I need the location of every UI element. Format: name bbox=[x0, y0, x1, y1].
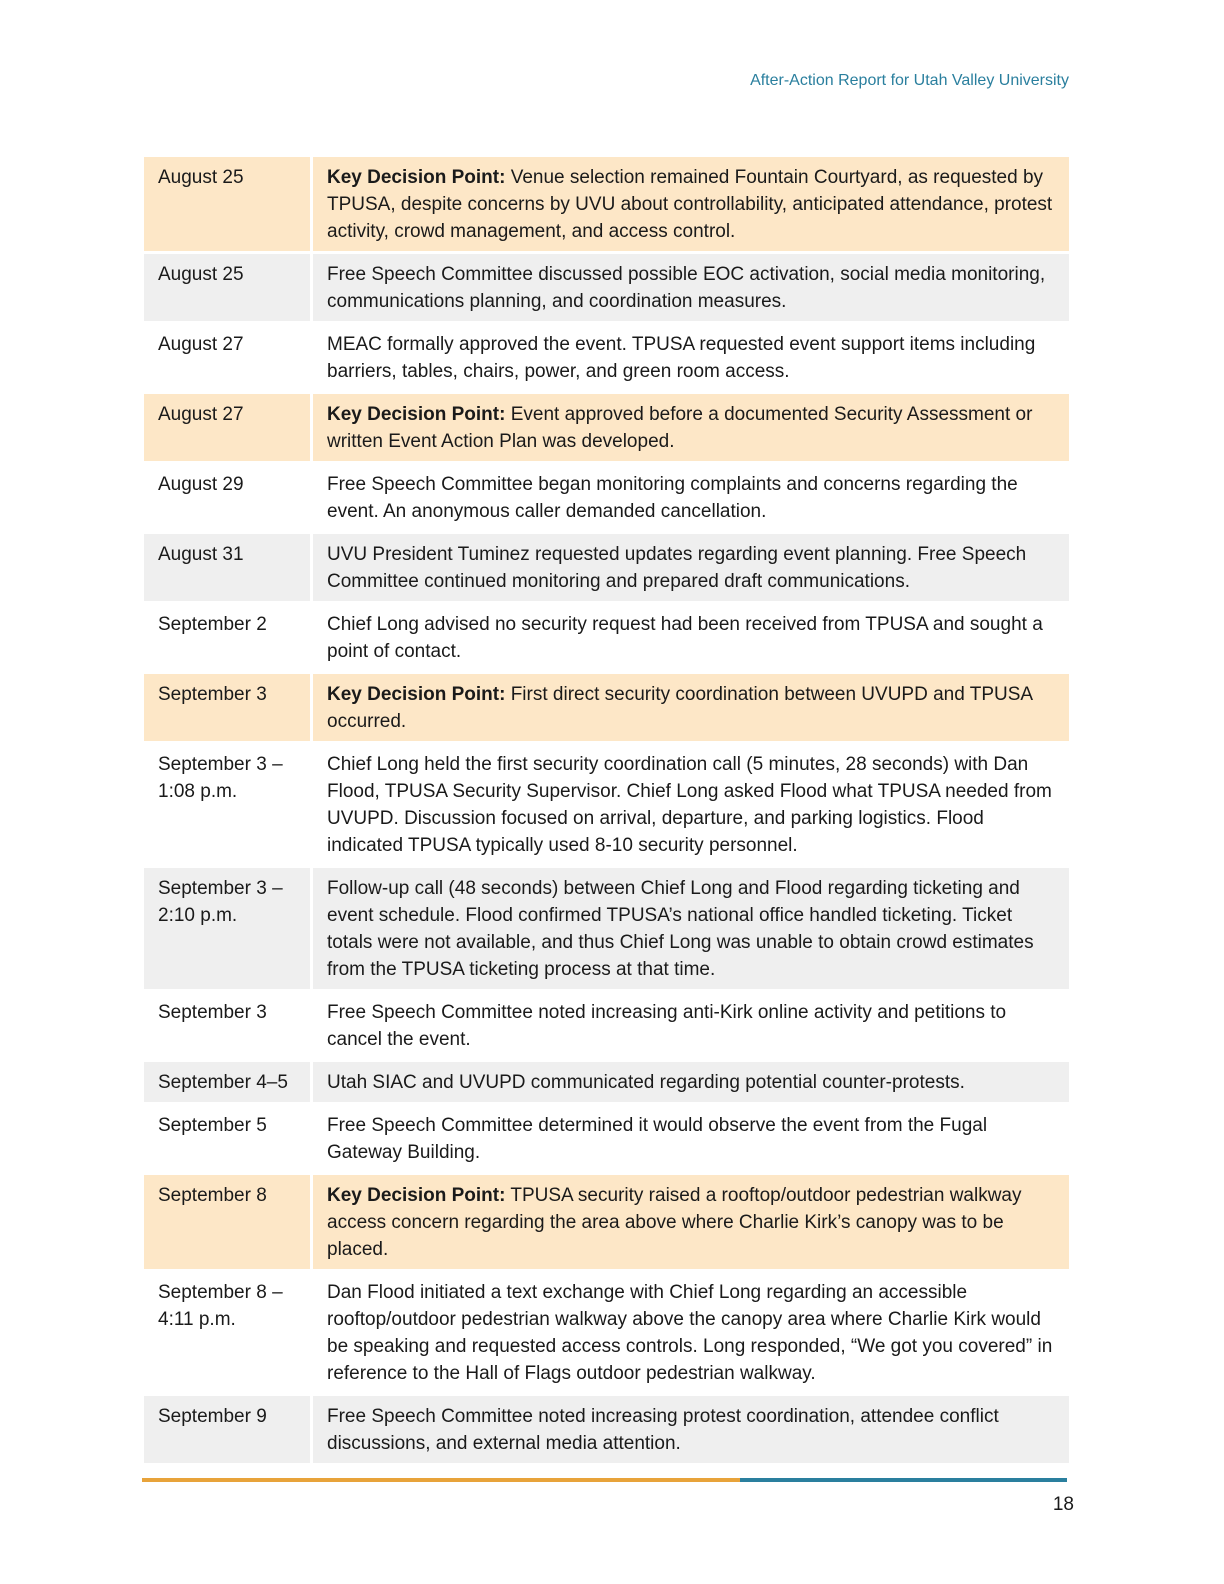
description-text: Dan Flood initiated a text exchange with Chief Long regarding an accessible rooftop/outdoor pedestrian walkway above the canopy area where Charlie Kirk would be speaking and requested access controls. Long responded, “We got you covered” in reference to the Hall of Flags outdoor pedestrian walkway. bbox=[327, 1282, 1053, 1384]
date-cell: September 9 bbox=[144, 1396, 313, 1463]
description-cell bbox=[313, 1105, 1069, 1172]
table-row-key-decision bbox=[144, 157, 1069, 251]
description-cell bbox=[313, 604, 1069, 671]
description-cell bbox=[313, 254, 1069, 321]
description-text: Free Speech Committee determined it would observe the event from the Fugal Gateway Building. bbox=[327, 1115, 988, 1163]
table-row bbox=[144, 1272, 1069, 1393]
description-text: Venue selection remained Fountain Courtyard, as requested by TPUSA, despite concerns by UVU about controllability, anticipated attendance, protest activity, crowd management, and access control. bbox=[327, 167, 1053, 242]
table-row bbox=[144, 464, 1069, 531]
description-cell bbox=[313, 1062, 1069, 1102]
description-cell bbox=[313, 534, 1069, 601]
date-cell: September 4–5 bbox=[144, 1062, 313, 1102]
date-cell: September 3 – 1:08 p.m. bbox=[144, 744, 313, 865]
table-row bbox=[144, 1396, 1069, 1463]
description-text: Free Speech Committee noted increasing anti-Kirk online activity and petitions to cancel the event. bbox=[327, 1002, 1007, 1050]
page-number: 18 bbox=[1052, 1494, 1074, 1515]
table-row bbox=[144, 534, 1069, 601]
table-row-key-decision bbox=[144, 1175, 1069, 1269]
table-row-key-decision bbox=[144, 674, 1069, 741]
description-text: UVU President Tuminez requested updates regarding event planning. Free Speech Committee continued monitoring and prepared draft communications. bbox=[327, 544, 1027, 592]
table-row bbox=[144, 254, 1069, 321]
description-text: TPUSA security raised a rooftop/outdoor pedestrian walkway access concern regarding the area above where Charlie Kirk’s canopy was to be placed. bbox=[327, 1185, 1022, 1260]
description-cell bbox=[313, 744, 1069, 865]
date-cell: September 3 bbox=[144, 992, 313, 1059]
description-cell bbox=[313, 992, 1069, 1059]
description-text: Follow-up call (48 seconds) between Chief Long and Flood regarding ticketing and event schedule. Flood confirmed TPUSA’s national office handled ticketing. Ticket totals were not available, and thus Chief Long was unable to obtain crowd estimates from the TPUSA ticketing process at that time. bbox=[327, 878, 1034, 980]
report-header-title: After-Action Report for Utah Valley University bbox=[750, 72, 1069, 89]
key-decision-label: Key Decision Point: bbox=[327, 404, 506, 425]
description-text: Free Speech Committee discussed possible EOC activation, social media monitoring, communications planning, and coordination measures. bbox=[327, 264, 1046, 312]
description-text: Event approved before a documented Security Assessment or written Event Action Plan was developed. bbox=[327, 404, 1033, 452]
date-cell: August 25 bbox=[144, 254, 313, 321]
date-cell: September 2 bbox=[144, 604, 313, 671]
footer-rule-blue bbox=[740, 1478, 1067, 1482]
date-cell: August 27 bbox=[144, 394, 313, 461]
date-cell: September 5 bbox=[144, 1105, 313, 1172]
table-row bbox=[144, 1105, 1069, 1172]
table-row-key-decision bbox=[144, 394, 1069, 461]
description-cell bbox=[313, 324, 1069, 391]
table-row bbox=[144, 604, 1069, 671]
description-cell bbox=[313, 464, 1069, 531]
description-text: Free Speech Committee began monitoring complaints and concerns regarding the event. An anonymous caller demanded cancellation. bbox=[327, 474, 1018, 522]
footer-rule-orange bbox=[142, 1478, 740, 1482]
description-cell bbox=[313, 674, 1069, 741]
description-text: Free Speech Committee noted increasing protest coordination, attendee conflict discussions, and external media attention. bbox=[327, 1406, 999, 1454]
date-cell: September 8 bbox=[144, 1175, 313, 1269]
date-cell: August 31 bbox=[144, 534, 313, 601]
description-text: Chief Long advised no security request had been received from TPUSA and sought a point of contact. bbox=[327, 614, 1043, 662]
key-decision-label: Key Decision Point: bbox=[327, 1185, 506, 1206]
date-cell: August 27 bbox=[144, 324, 313, 391]
table-row bbox=[144, 1062, 1069, 1102]
table-row bbox=[144, 992, 1069, 1059]
table-row bbox=[144, 324, 1069, 391]
description-text: Chief Long held the first security coordination call (5 minutes, 28 seconds) with Dan Flood, TPUSA Security Supervisor. Chief Long asked Flood what TPUSA needed from UVUPD. Discussion focused on arrival, departure, and parking logistics. Flood indicated TPUSA typically used 8-10 security personnel. bbox=[327, 754, 1052, 856]
description-cell bbox=[313, 1175, 1069, 1269]
description-cell bbox=[313, 394, 1069, 461]
date-cell: September 3 bbox=[144, 674, 313, 741]
date-cell: August 29 bbox=[144, 464, 313, 531]
table-row bbox=[144, 744, 1069, 865]
description-text: MEAC formally approved the event. TPUSA requested event support items including barriers, tables, chairs, power, and green room access. bbox=[327, 334, 1036, 382]
description-cell bbox=[313, 1272, 1069, 1393]
date-cell: September 8 – 4:11 p.m. bbox=[144, 1272, 313, 1393]
date-cell: September 3 – 2:10 p.m. bbox=[144, 868, 313, 989]
description-cell bbox=[313, 1396, 1069, 1463]
key-decision-label: Key Decision Point: bbox=[327, 684, 506, 705]
key-decision-label: Key Decision Point: bbox=[327, 167, 506, 188]
description-cell bbox=[313, 868, 1069, 989]
description-text: First direct security coordination between UVUPD and TPUSA occurred. bbox=[327, 684, 1033, 732]
table-row bbox=[144, 868, 1069, 989]
description-cell bbox=[313, 157, 1069, 251]
description-text: Utah SIAC and UVUPD communicated regarding potential counter-protests. bbox=[327, 1072, 965, 1093]
date-cell: August 25 bbox=[144, 157, 313, 251]
timeline-table bbox=[144, 154, 1069, 1466]
timeline-body bbox=[144, 157, 1069, 1463]
